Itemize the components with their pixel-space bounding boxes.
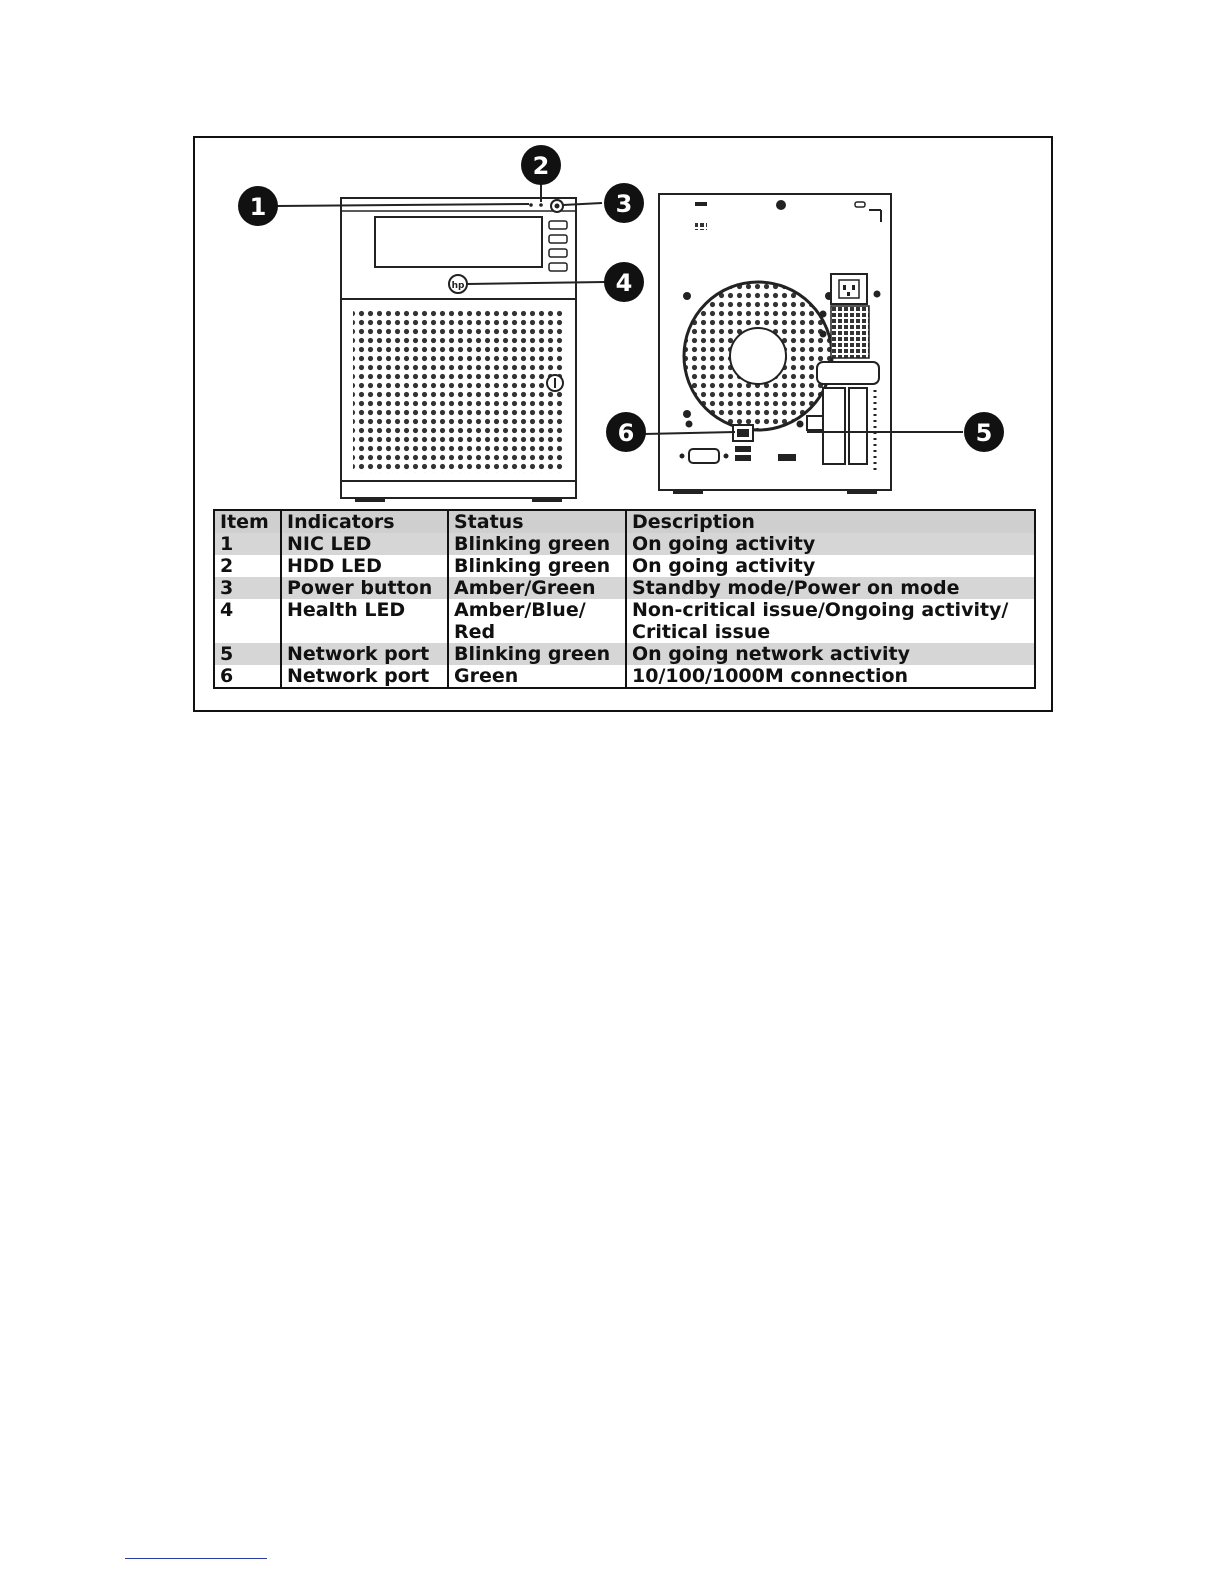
cell-status: Amber/Green bbox=[448, 577, 626, 599]
cell-item: 3 bbox=[214, 577, 281, 599]
front-bezel-grille bbox=[353, 308, 563, 473]
cell-indicator: Power button bbox=[281, 577, 448, 599]
callout-1-label: 1 bbox=[249, 193, 267, 221]
cell-item: 4 bbox=[214, 599, 281, 643]
table-header-row bbox=[214, 510, 1035, 533]
cell-description bbox=[626, 599, 1035, 643]
callout-6-label: 6 bbox=[617, 419, 635, 447]
cell-status: Blinking green bbox=[448, 555, 626, 577]
svg-text:hp: hp bbox=[451, 281, 465, 291]
callout-2-label: 2 bbox=[532, 152, 550, 180]
callout-6 bbox=[606, 412, 646, 452]
cell-description-line2: Critical issue bbox=[632, 621, 771, 643]
cell-description: On going network activity bbox=[626, 643, 1035, 665]
server-rear-view bbox=[659, 194, 891, 494]
cell-status-line1: Amber/Blue/ bbox=[454, 599, 586, 621]
fan-icon bbox=[683, 282, 833, 430]
vga-port-icon bbox=[689, 449, 719, 463]
network-port-icon-2 bbox=[807, 416, 823, 430]
table-row bbox=[214, 533, 1035, 555]
cell-item: 5 bbox=[214, 643, 281, 665]
header-description: Description bbox=[626, 510, 1035, 533]
cell-indicator: Network port bbox=[281, 643, 448, 665]
cell-indicator: HDD LED bbox=[281, 555, 448, 577]
header-indicators: Indicators bbox=[281, 510, 448, 533]
cell-indicator: NIC LED bbox=[281, 533, 448, 555]
header-status: Status bbox=[448, 510, 626, 533]
callout-5-label: 5 bbox=[975, 419, 993, 447]
cell-status-line2: Red bbox=[454, 621, 496, 643]
cell-indicator: Network port bbox=[281, 665, 448, 688]
callout-3 bbox=[604, 183, 644, 223]
cell-description: On going activity bbox=[626, 533, 1035, 555]
cell-indicator: Health LED bbox=[281, 599, 448, 643]
table-row bbox=[214, 599, 1035, 643]
cell-status: Blinking green bbox=[448, 533, 626, 555]
callout-5 bbox=[964, 412, 1004, 452]
indicator-table bbox=[213, 509, 1036, 689]
cell-item: 6 bbox=[214, 665, 281, 688]
cell-description: 10/100/1000M connection bbox=[626, 665, 1035, 688]
cell-status: Green bbox=[448, 665, 626, 688]
cell-item: 1 bbox=[214, 533, 281, 555]
header-item: Item bbox=[214, 510, 281, 533]
server-diagram bbox=[195, 138, 1051, 510]
callout-2 bbox=[521, 145, 561, 185]
callout-3-label: 3 bbox=[615, 190, 633, 218]
table-row bbox=[214, 665, 1035, 688]
cell-description: Standby mode/Power on mode bbox=[626, 577, 1035, 599]
table-row bbox=[214, 577, 1035, 599]
cell-description: On going activity bbox=[626, 555, 1035, 577]
cell-status bbox=[448, 599, 626, 643]
nic-led-icon bbox=[529, 203, 533, 207]
server-indicator-figure bbox=[193, 136, 1053, 712]
hdd-led-icon bbox=[539, 203, 543, 207]
table-row bbox=[214, 643, 1035, 665]
footnote-separator bbox=[125, 1558, 267, 1559]
cell-status: Blinking green bbox=[448, 643, 626, 665]
optical-drive-bay bbox=[375, 217, 542, 267]
callout-1 bbox=[238, 186, 278, 226]
cell-description-line1: Non-critical issue/Ongoing activity/ bbox=[632, 599, 1009, 621]
server-front-view bbox=[341, 198, 576, 502]
cell-item: 2 bbox=[214, 555, 281, 577]
table-row bbox=[214, 555, 1035, 577]
callout-4-label: 4 bbox=[615, 269, 633, 297]
callout-4 bbox=[604, 262, 644, 302]
